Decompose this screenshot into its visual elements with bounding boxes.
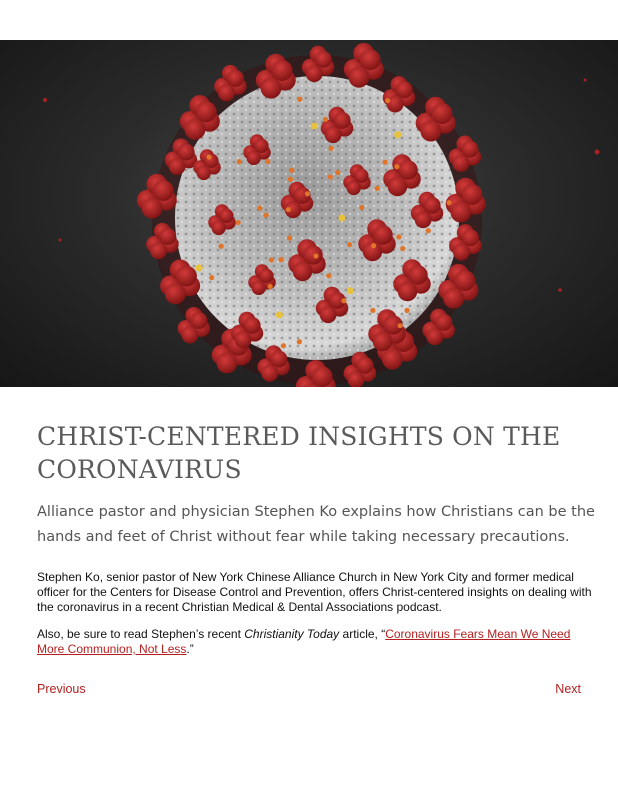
surface-dot — [278, 257, 283, 262]
surface-dot — [335, 170, 340, 175]
background-particle — [558, 288, 562, 292]
article-paragraph-1: Stephen Ko, senior pastor of New York Chinese Alliance Church in New York City and former medical officer for the Centers for Disease Control and Prevention, offers Christ-centered insights on dealing with the coronavirus in a recent Christian Medical & Dental Associations podcast. — [37, 570, 592, 614]
surface-dot — [265, 159, 270, 164]
paragraph-2-prefix: Also, be sure to read Stephen’s recent — [37, 627, 245, 641]
surface-dot — [269, 257, 274, 262]
surface-dot — [404, 308, 409, 313]
surface-dot — [237, 159, 242, 164]
surface-dot — [268, 284, 273, 289]
surface-dot — [328, 174, 333, 179]
surface-dot — [339, 215, 346, 222]
article-title: CHRIST-CENTERED INSIGHTS ON THE CORONAVIRUS — [37, 422, 561, 484]
coronavirus-illustration — [0, 40, 618, 387]
surface-dot — [196, 264, 203, 271]
surface-dot — [313, 253, 318, 258]
surface-dot — [206, 154, 211, 159]
surface-dot — [374, 186, 379, 191]
surface-dot — [394, 131, 401, 138]
surface-dot — [396, 234, 401, 239]
publication-name: Christianity Today — [244, 627, 340, 641]
surface-dot — [347, 242, 352, 247]
surface-dot — [281, 343, 286, 348]
surface-dot — [257, 206, 262, 211]
surface-dot — [385, 98, 390, 103]
surface-dot — [397, 323, 402, 328]
surface-dot — [394, 164, 399, 169]
surface-dot — [370, 308, 375, 313]
previous-link[interactable]: Previous — [37, 682, 86, 696]
surface-dot — [209, 275, 214, 280]
background-particle — [584, 79, 587, 82]
surface-dot — [236, 220, 241, 225]
surface-dot — [288, 177, 293, 182]
surface-dot — [382, 160, 387, 165]
hero-image — [0, 40, 618, 387]
surface-dot — [326, 273, 331, 278]
surface-dot — [341, 298, 346, 303]
surface-dot — [305, 191, 310, 196]
surface-dot — [287, 235, 292, 240]
surface-dot — [328, 146, 333, 151]
article-subtitle: Alliance pastor and physician Stephen Ko explains how Christians can be the hands and feet of Christ without fear while taking necessary precautions. — [37, 504, 595, 545]
paragraph-2-middle: article, “ — [339, 627, 386, 641]
surface-dot — [276, 311, 283, 318]
surface-dot — [297, 97, 302, 102]
surface-dot — [426, 228, 431, 233]
surface-dot — [400, 246, 405, 251]
background-particle — [595, 150, 600, 155]
paragraph-2-suffix: .” — [186, 642, 194, 656]
surface-dot — [371, 243, 376, 248]
surface-dot — [347, 287, 354, 294]
surface-dot — [286, 207, 291, 212]
surface-dot — [263, 213, 268, 218]
background-particle — [59, 239, 62, 242]
article-link[interactable]: Coronavirus Fears Mean We Need More Communion, Not Less — [37, 627, 571, 656]
surface-dot — [323, 117, 328, 122]
article-paragraph-2 — [37, 627, 597, 657]
surface-dot — [447, 200, 452, 205]
surface-dot — [218, 244, 223, 249]
next-link[interactable]: Next — [555, 682, 581, 696]
background-particle — [43, 98, 47, 102]
surface-dot — [297, 339, 302, 344]
surface-dot — [311, 123, 318, 130]
surface-dot — [289, 168, 294, 173]
surface-dot — [359, 205, 364, 210]
